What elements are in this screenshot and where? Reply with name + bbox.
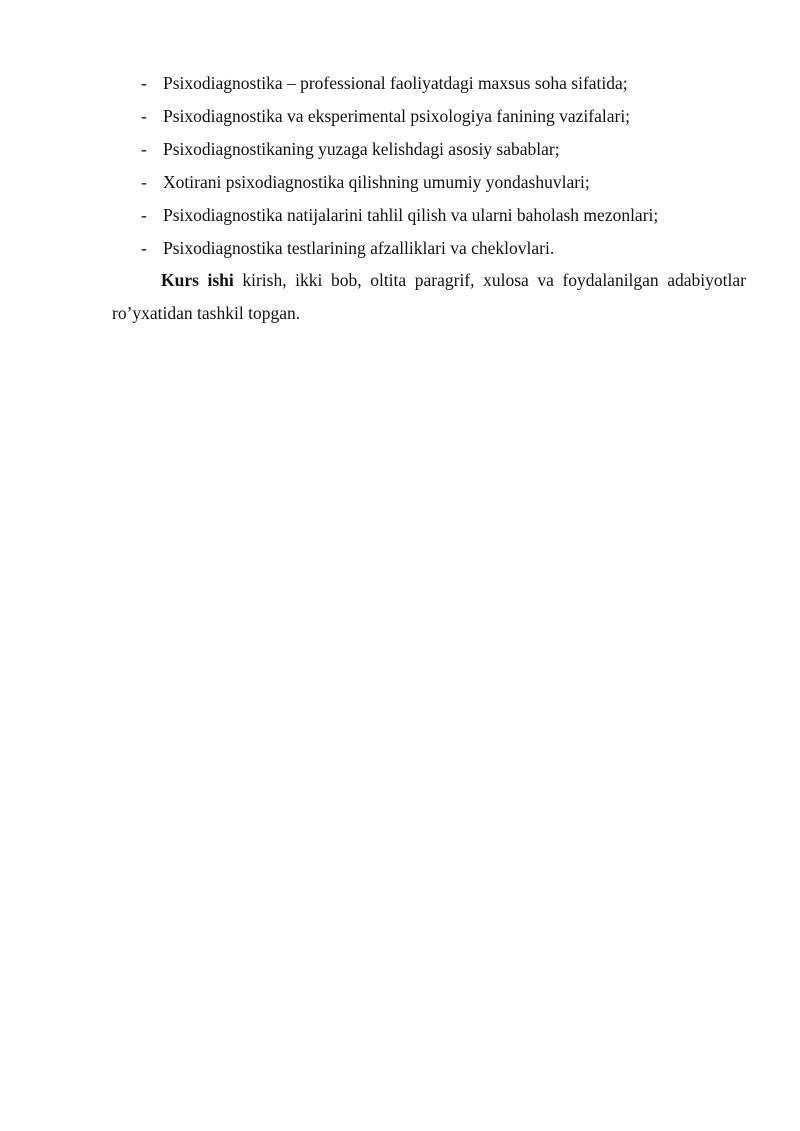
bullet-dash: -	[141, 139, 147, 159]
bullet-dash: -	[141, 73, 147, 93]
paragraph-bold-lead: Kurs ishi	[161, 270, 234, 290]
list-item	[0, 108, 800, 130]
bullet-text: Psixodiagnostika natijalarini tahlil qilish va ularni baholash mezonlari;	[163, 205, 659, 225]
bullet-dash: -	[141, 172, 147, 192]
paragraph-line-2: ro’yxatidan tashkil topgan.	[112, 303, 301, 323]
bullet-text: Psixodiagnostika – professional faoliyatdagi maxsus soha sifatida;	[163, 73, 628, 93]
list-item	[0, 141, 800, 163]
paragraph-line-1-text: kirish, ikki bob, oltita paragrif, xulosa va foydalanilgan adabiyotlar	[233, 270, 746, 290]
paragraph-line-1	[161, 272, 746, 290]
bullet-dash: -	[141, 205, 147, 225]
bullet-dash: -	[141, 238, 147, 258]
bullet-dash: -	[141, 106, 147, 126]
list-item	[0, 207, 800, 229]
list-item	[0, 174, 800, 196]
bullet-text: Psixodiagnostika va eksperimental psixologiya fanining vazifalari;	[163, 106, 631, 126]
bullet-text: Xotirani psixodiagnostika qilishning umumiy yondashuvlari;	[163, 172, 590, 192]
list-item	[0, 75, 800, 97]
bullet-text: Psixodiagnostika testlarining afzalliklari va cheklovlari.	[163, 238, 555, 258]
bullet-text: Psixodiagnostikaning yuzaga kelishdagi asosiy sabablar;	[163, 139, 560, 159]
list-item	[0, 240, 800, 262]
